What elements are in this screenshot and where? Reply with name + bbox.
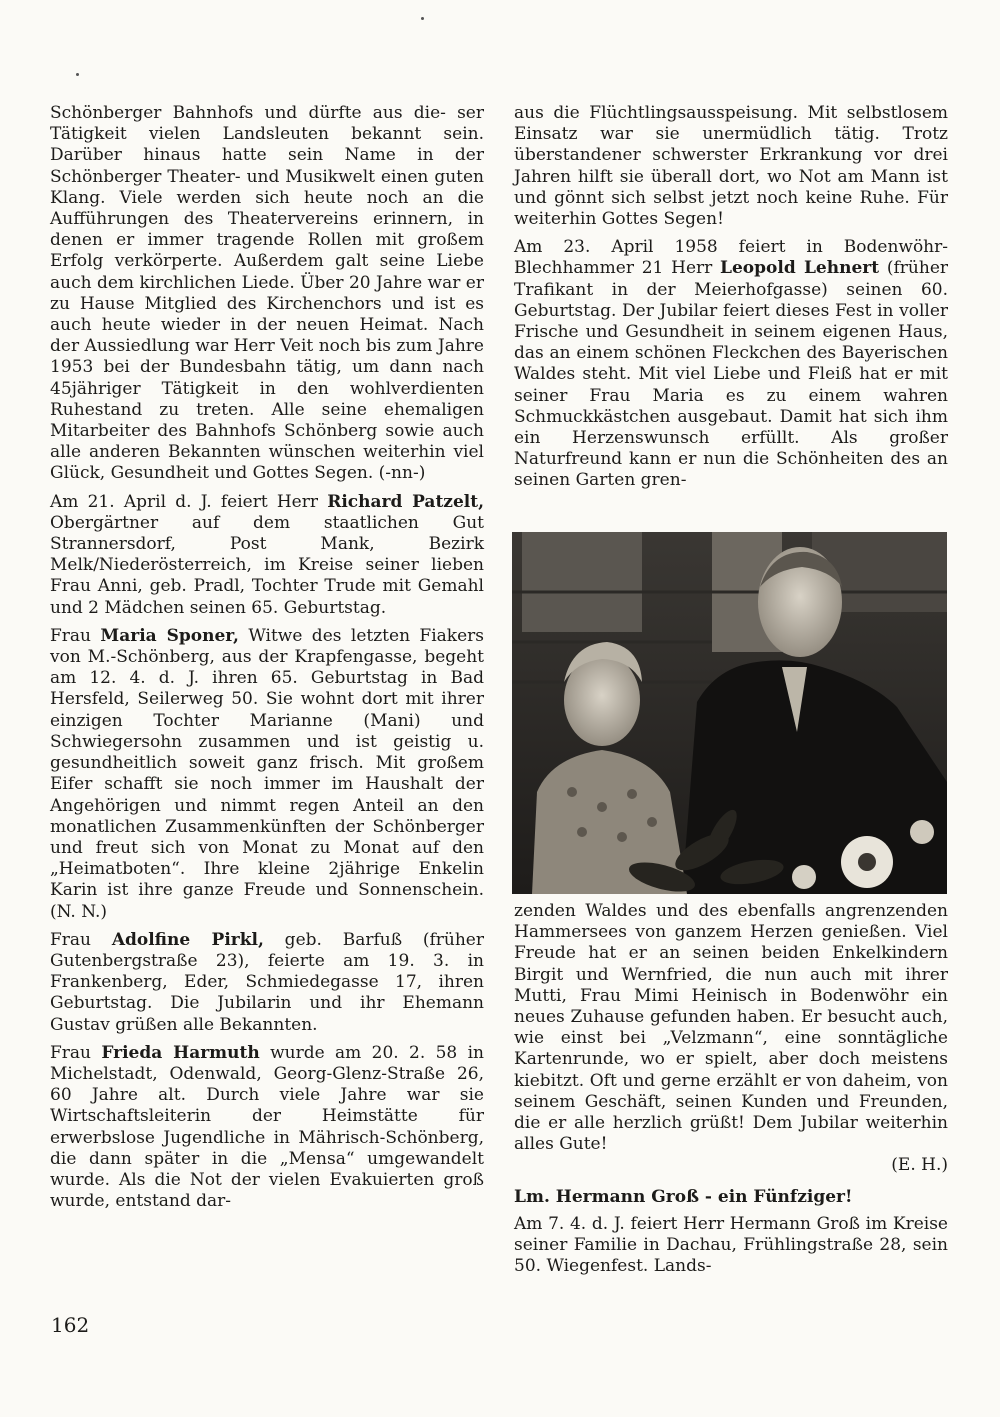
- article-lehnert-continued: zenden Waldes und des ebenfalls angrenzenden Hammersees von ganzem Herzen genießen. Viel Freude hat er an seinen beiden Enkelkindern Birgit und Wernfried, die nun auch mit ihrer Mutti, Frau Mimi Heinisch in Bodenwöhr ein neues Zuhause gefunden haben. Er besucht auch, wie einst bei „Velzmann“, eine sonntägliche Kartenrunde, wo er spielt, aber doch meistens kiebitzt. Oft und gerne erzählt er von daheim, von seinem Geschäft, seinen Kunden und Freunden, die er alle herzlich grüßt! Dem Jubilar weiterhin alles Gute!: [514, 901, 948, 1155]
- heading-gross: Lm. Hermann Groß - ein Fünfziger!: [514, 1186, 853, 1207]
- photo-couple-image: [512, 532, 947, 894]
- article-pirkl: Frau Adolfine Pirkl, geb. Barfuß (früher Gutenbergstraße 23), feierte am 19. 3. in Frankenberg, Eder, Schmiedegasse 17, ihren Geburtstag. Die Jubilarin und ihr Ehemann Gustav grüßen alle Bekannten.: [50, 929, 484, 1035]
- article-harmuth: Frau Frieda Harmuth wurde am 20. 2. 58 in Michelstadt, Odenwald, Georg-Glenz-Straße 26, 60 Jahre alt. Durch viele Jahre war sie Wirtschaftsleiterin der Heimstätte für erwerbslose Jugendliche in Mährisch-Schönberg, die dann später in die „Mensa“ umgewandelt wurde. Als die Not der vielen Evakuierten groß wurde, entstand dar-: [50, 1042, 484, 1212]
- name-leopold-lehnert: Leopold Lehnert: [720, 258, 880, 279]
- author-signature: (E. H.): [891, 1155, 948, 1176]
- article-gross: Am 7. 4. d. J. feiert Herr Hermann Groß im Kreise seiner Familie in Dachau, Frühlingstraße 28, sein 50. Wiegenfest. Lands-: [514, 1213, 948, 1277]
- speck: [76, 73, 79, 76]
- article-patzelt: Am 21. April d. J. feiert Herr Richard Patzelt, Obergärtner auf dem staatlichen Gut Strannersdorf, Post Mank, Bezirk Melk/Niederösterreich, im Kreise seiner lieben Frau Anni, geb. Pradl, Tochter Trude mit Gemahl und 2 Mädchen seinen 65. Geburtstag.: [50, 491, 484, 618]
- left-column: [50, 103, 484, 1219]
- article-lehnert: Am 23. April 1958 feiert in Bodenwöhr-Blechhammer 21 Herr Leopold Lehnert (früher Trafikant in der Meierhofgasse) seinen 60. Geburtstag. Der Jubilar feiert dieses Fest in voller Frische und Gesundheit in seinem eigenen Haus, das an einem schönen Fleckchen des Bayerischen Waldes steht. Mit viel Liebe und Fleiß hat er mit seiner Frau Maria es zu einem wahren Schmuckkästchen ausgebaut. Damit hat sich ihm ein Herzenswunsch erfüllt. Als großer Naturfreund kann er nun die Schönheiten des an seinen Garten gren-: [514, 237, 949, 491]
- speck: [421, 17, 424, 20]
- article-sponer: Frau Maria Sponer, Witwe des letzten Fiakers von M.-Schönberg, aus der Krapfengasse, begeht am 12. 4. d. J. ihren 65. Geburtstag in Bad Hersfeld, Seilerweg 50. Sie wohnt dort mit ihrer einzigen Tochter Marianne (Mani) und Schwiegersohn zusammen und ist geistig u. gesundheitlich soweit ganz frisch. Mit großem Eifer schafft sie noch immer im Haushalt der Angehörigen und nimmt regen Anteil an den monatlichen Zusammenkünften der Schönberger und freut sich von Monat zu Monat auf den „Heimatboten“. Ihre kleine 2jährige Enkelin Karin ist ihre ganze Freude und Sonnenschein. (N. N.): [50, 625, 485, 922]
- name-maria-sponer: Maria Sponer,: [100, 625, 239, 646]
- right-column-top: [514, 103, 948, 499]
- right-column-bottom: [514, 901, 948, 1284]
- page-number: 162: [51, 1313, 90, 1337]
- name-richard-patzelt: Richard Patzelt,: [327, 491, 484, 512]
- photo-couple: [512, 532, 947, 894]
- name-adolfine-pirkl: Adolfine Pirkl,: [111, 929, 264, 950]
- name-frieda-harmuth: Frieda Harmuth: [101, 1042, 260, 1063]
- article-veit-ending: Schönberger Bahnhofs und dürfte aus die- ser Tätigkeit vielen Landsleuten bekannt sein. Darüber hinaus hatte sein Name in der Schönberger Theater- und Musikwelt einen guten Klang. Viele werden sich heute noch an die Aufführungen des Theatervereins erinnern, in denen er immer tragende Rollen mit großem Erfolg verkörperte. Außerdem galt seine Liebe auch dem kirchlichen Liede. Über 20 Jahre war er zu Hause Mitglied des Kirchenchors und ist es auch heute wieder in der neuen Heimat. Nach der Aussiedlung war Herr Veit noch bis zum Jahre 1953 bei der Bundesbahn tätig, um dann nach 45jähriger Tätigkeit in den wohlverdienten Ruhestand zu treten. Alle seine ehemaligen Mitarbeiter des Bahnhofs Schönberg sowie auch alle anderen Bekannten wünschen weiterhin viel Glück, Gesundheit und Gottes Segen. (-nn-): [50, 103, 484, 484]
- article-harmuth-continued: aus die Flüchtlingsausspeisung. Mit selbstlosem Einsatz war sie unermüdlich tätig. Trotz überstandener schwerster Erkrankung vor drei Jahren hilft sie überall dort, wo Not am Mann ist und gönnt sich selbst jetzt noch keine Ruhe. Für weiterhin Gottes Segen!: [514, 103, 948, 230]
